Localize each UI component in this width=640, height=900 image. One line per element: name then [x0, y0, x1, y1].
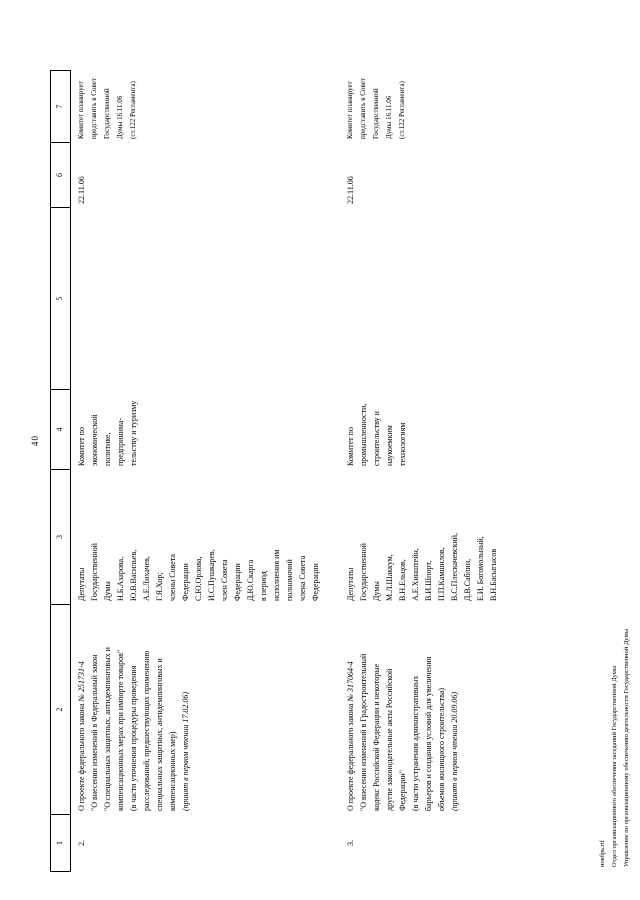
text-line: Федерации [233, 563, 242, 601]
text-line: Е.И. Богомольный, [476, 536, 485, 601]
text-line: П.П.Камшилов, [437, 547, 446, 601]
text-line: представить в Совет [359, 78, 367, 139]
text-line: Федерации [311, 563, 320, 601]
text-line: И.С.Пушкарев, [207, 549, 216, 601]
row-number-cell: 3. [346, 840, 355, 846]
text-line: Управление по организационному обеспечению деятельности Государственной Думы [623, 628, 630, 867]
co-executor-cell [71, 208, 77, 390]
text-line: Д.В.Саблин, [463, 558, 472, 601]
page-footer [597, 629, 633, 867]
column-header-5: 5 [51, 208, 70, 390]
text-line: В.И.Шпорт, [424, 560, 433, 601]
text-line: Государственной [359, 543, 368, 601]
text-line: политике, [103, 432, 112, 466]
text-line: расследований, предшествующих применению [142, 650, 151, 811]
initiators-cell [340, 470, 502, 605]
text-line: Думы [103, 581, 112, 601]
column-header-6: 6 [51, 143, 70, 208]
text-line: компенсационных мер) [168, 731, 177, 811]
note-cell [71, 70, 142, 143]
text-line: другие законодательные акты Российской [385, 668, 394, 811]
text-line: Государственной [103, 88, 111, 139]
initiators-cell [71, 470, 324, 605]
text-line: Депутаты [77, 567, 86, 601]
text-line: наукоемким [385, 425, 394, 466]
text-line: Отдел организационного обеспечения заседаний Государственной Думы [611, 665, 618, 867]
column-header-2: 2 [51, 605, 70, 815]
row-number-cell: 2. [77, 840, 86, 846]
text-line: представить в Совет [90, 78, 98, 139]
text-line: член Совета [220, 559, 229, 601]
column-header-4: 4 [51, 390, 70, 470]
text-line: О проекте федерального закона № 251731-4 [77, 661, 86, 811]
table-row [71, 70, 340, 872]
column-header-7: 7 [51, 70, 70, 143]
text-line: (принят в первом чтении 17.02.06) [181, 691, 190, 811]
date-cell: 22.11.06 [346, 176, 355, 204]
committee-cell [71, 390, 142, 470]
text-line: барьеров и создания условий для увеличения [424, 656, 433, 811]
text-line: полномочий [285, 559, 294, 601]
text-line: ноябрь.rtf [599, 840, 606, 867]
text-line: Н.Б.Азарова, [116, 556, 125, 601]
text-line: (принят в первом чтении 20.09.06) [450, 691, 459, 811]
text-line: Федерации [181, 563, 190, 601]
text-line: (ст.122 Регламента) [129, 81, 137, 139]
text-line: Комитет планирует [346, 81, 354, 139]
co-executor-cell [340, 208, 346, 390]
table-body [71, 70, 502, 872]
text-line: В.Н.Ельцов, [398, 559, 407, 601]
text-line: В.Н.Басыгысов [489, 548, 498, 601]
text-line: в период [259, 571, 268, 601]
text-line: "О внесении изменений в Федеральный закон [90, 654, 99, 811]
text-line: объемов жилищного строительства) [437, 687, 446, 811]
text-line: Думы 16.11.06 [385, 95, 393, 139]
date-cell: 22.11.06 [77, 176, 86, 204]
bill-title-cell [71, 605, 194, 815]
bill-title-cell [340, 605, 463, 815]
text-line: "О внесении изменений в Градостроительный [359, 653, 368, 811]
text-line: (ст.122 Регламента) [398, 81, 406, 139]
text-line: О проекте федерального закона № 317064-4 [346, 661, 355, 811]
text-line: (в части уточнения процедуры проведения [129, 665, 138, 811]
text-line: Государственной [372, 88, 380, 139]
text-line: В.С.Плескачевский, [450, 532, 459, 601]
text-line: (в части устранения административных [411, 675, 420, 811]
page-number: 40 [30, 435, 40, 446]
table-row [340, 70, 502, 872]
text-line: Г.Я.Хор; [155, 572, 164, 601]
column-header-3: 3 [51, 470, 70, 605]
text-line: тельству и туризму [129, 400, 138, 466]
text-line: "О специальных защитных, антидемпинговых и [103, 647, 112, 811]
text-line: промышленности, [359, 403, 368, 466]
text-line: кодекс Российской Федерации и некоторые [372, 663, 381, 811]
text-line: Депутаты [346, 567, 355, 601]
text-line: Комитет по [77, 427, 86, 466]
text-line: Государственной [90, 543, 99, 601]
text-line: Д.Ю.Скарга [246, 559, 255, 601]
schedule-table [50, 70, 502, 872]
text-line: экономической [90, 414, 99, 466]
text-line: специальных защитных, антидемпинговых и [155, 658, 164, 811]
committee-cell [340, 390, 411, 470]
text-line: Комитет планирует [77, 81, 85, 139]
text-line: М.Л.Шаккум, [385, 554, 394, 601]
text-line: компенсационных мерах при импорте товаров" [116, 649, 125, 811]
text-line: члена Совета [298, 555, 307, 601]
text-line: предпринима- [116, 417, 125, 466]
text-line: технологиям [398, 422, 407, 466]
column-header-1: 1 [51, 815, 70, 872]
text-line: Ю.В.Васильев, [129, 549, 138, 601]
text-line: Думы [372, 581, 381, 601]
text-line: строительству и [372, 411, 381, 466]
text-line: Федерации" [398, 769, 407, 811]
text-line: члены Совета [168, 554, 177, 601]
text-line: Думы 16.11.06 [116, 95, 124, 139]
text-line: Комитет по [346, 427, 355, 466]
note-cell [340, 70, 411, 143]
text-line: С.Ю.Орлова, [194, 556, 203, 601]
text-line: А.Е.Хинштейн, [411, 548, 420, 601]
text-line: А.Е.Лихачев, [142, 556, 151, 601]
table-header-row [50, 70, 71, 872]
text-line: исполнения им [272, 549, 281, 601]
